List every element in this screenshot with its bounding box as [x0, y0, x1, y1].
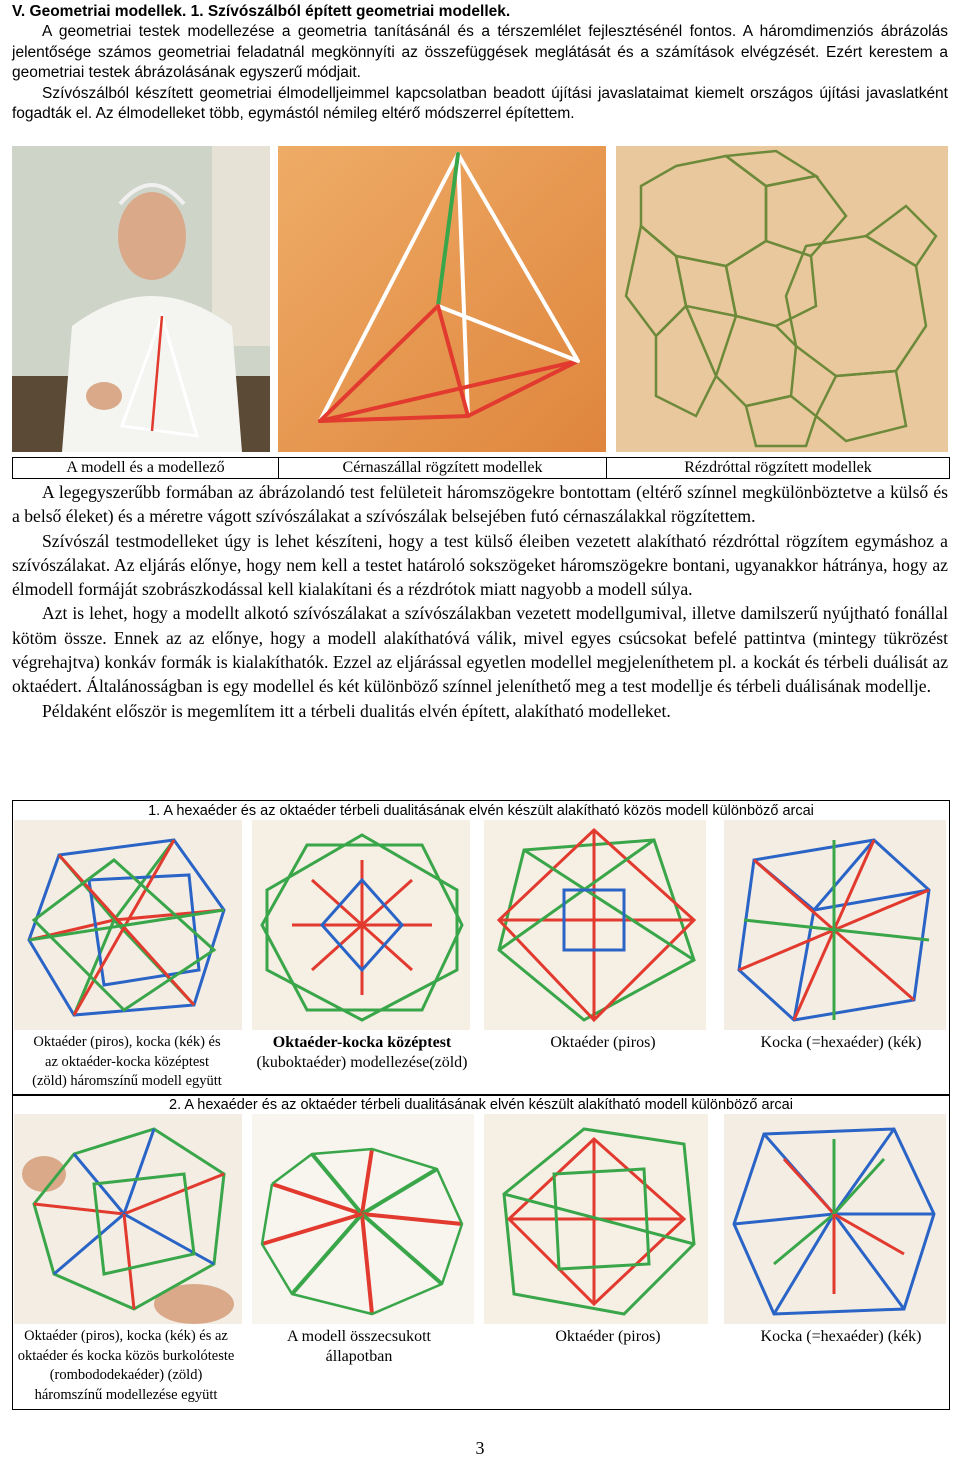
- page-title: V. Geometriai modellek. 1. Szívószálból épített geometriai modellek.: [12, 3, 511, 20]
- intro-paragraph-1: A geometriai testek modellezése a geometria tanításánál és a térszemlélet fejlesztésénél fontos. A háromdimenziós ábrázolás jelentősége számos geometriai feladatnál megkönnyíti az összefüggések meglátását és a számítások elvégzését. Ezért kerestem a geometriai testek ábrázolásának egyszerű módjait.: [12, 23, 948, 82]
- s1-photo-1: [14, 820, 242, 1030]
- body-paragraph-4: Példaként először is megemlítem itt a térbeli dualitás elvén épített, alakítható modelleket.: [42, 700, 671, 721]
- s2-photo-2: [252, 1114, 474, 1324]
- body-paragraph-2: Szívószál testmodelleket úgy is lehet készíteni, hogy a test külső éleiben vezetett alakítható rézdróttal rögzítem egymáshoz a szívószálakat. Az eljárás előnye, hogy nem kell a testet határoló sokszögeket háromszögekre bontani, ugyanakkor hátránya, hogy az élmodell formáját szobrászkodással kell kialakítani és a rézdrótok miatt nagyobb a modell súlya.: [12, 530, 948, 600]
- photo-modeller: [12, 146, 270, 452]
- body-paragraph-3: Azt is lehet, hogy a modellt alkotó szívószálakat a szívószálakban vezetett modellgumival, illetve damilszerű nyújtható fonállal kötöm össze. Ennek az az előnye, hogy a modell alakíthatóvá válik, mivel egyes csúcsokat befelé pattintva (mintegy tükrözést végrehajtva) konkáv formák is kialakíthatók. Ezzel az eljárással egyetlen modellel megjeleníthetem pl. a kockát és térbeli duálisát az oktaédert. Általánosságban is egy modellel és két különböző színnel jeleníthető meg a test modellje és térbeli duálisának modellje.: [12, 603, 948, 697]
- section-1-photos: [12, 820, 948, 1030]
- caption-modeller: A modell és a modellező: [13, 458, 279, 478]
- photo-wire-model: [616, 146, 948, 452]
- body-paragraph-1: A legegyszerűbb formában az ábrázolandó test felületeit háromszögekre bontottam (eltérő színnel megkülönböztetve a külső és a belső éleket) és a méretre vágott szívószálakat a szívószálak belsejében futó cérnaszálakkal rögzítettem.: [12, 482, 948, 527]
- top-photo-row: [12, 146, 948, 456]
- s2-caption-1: Oktaéder (piros), kocka (kék) és az oktaéder és kocka közös burkolóteste (rombododekaéder) (zöld) háromszínű modellezése együtt: [17, 1328, 235, 1403]
- photo-thread-model: [278, 146, 606, 452]
- page-number: 3: [475, 1438, 485, 1458]
- section-1-heading: 1. A hexaéder és az oktaéder térbeli dualitásának elvén készült alakítható közös modell különböző arcai: [148, 803, 814, 819]
- s2-caption-3: Oktaéder (piros): [555, 1328, 661, 1345]
- s1-caption-2: Oktaéder-kocka középtest (kuboktaéder) modellezése(zöld): [256, 1034, 468, 1071]
- intro-paragraph-2: Szívószálból készített geometriai élmodelljeimmel kapcsolatban beadott újítási javaslataimat kiemelt országos újítási javaslatként fogadták el. Az élmodelleket több, egymástól némileg eltérő módszerrel építettem.: [12, 84, 948, 123]
- top-caption-row: [12, 457, 950, 479]
- s2-photo-3: [484, 1114, 708, 1324]
- caption-wire-model: Rézdróttal rögzített modellek: [684, 459, 872, 476]
- s1-caption-4: Kocka (=hexaéder) (kék): [760, 1034, 922, 1051]
- s2-photo-1: [14, 1114, 242, 1324]
- s1-photo-2: [252, 820, 470, 1030]
- s2-photo-4: [724, 1114, 946, 1324]
- s1-caption-1: Oktaéder (piros), kocka (kék) és az oktaéder-kocka középtest (zöld) háromszínű modell együtt: [32, 1034, 222, 1089]
- caption-thread-model: Cérnaszállal rögzített modellek: [279, 458, 607, 478]
- s2-caption-4: Kocka (=hexaéder) (kék): [760, 1328, 922, 1345]
- s1-caption-3: Oktaéder (piros): [550, 1034, 656, 1051]
- s2-caption-2: A modell összecsukott állapotban: [287, 1328, 431, 1365]
- s1-photo-3: [484, 820, 706, 1030]
- s1-photo-4: [724, 820, 946, 1030]
- section-2-photos: [12, 1114, 948, 1324]
- section-2-heading: 2. A hexaéder és az oktaéder térbeli dualitásának elvén készült alakítható modell különböző arcai: [169, 1097, 793, 1113]
